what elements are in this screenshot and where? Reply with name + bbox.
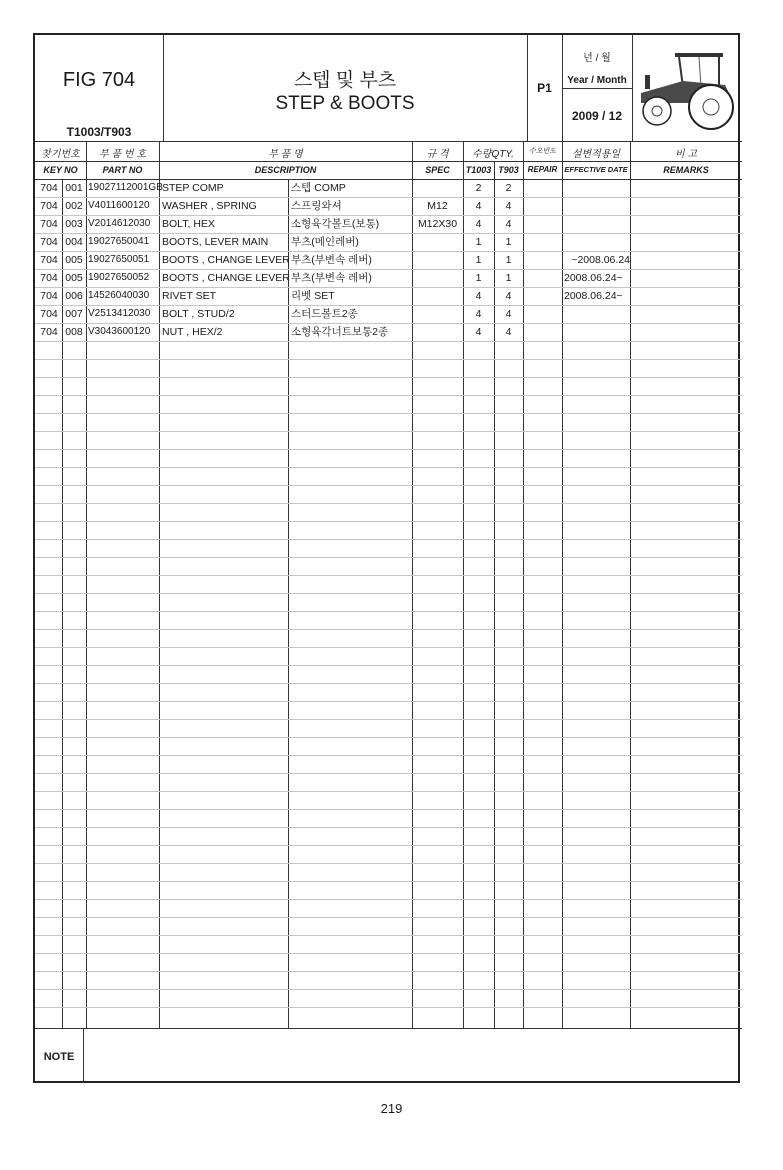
col-part-en: PART NO: [102, 165, 143, 175]
cell-key: 002: [65, 200, 83, 212]
cell-eff: 2008.06.24~: [564, 272, 623, 284]
year-month-label-kr: 년 / 월: [583, 53, 611, 64]
cell-key: 005: [65, 272, 83, 284]
cell-desc-kr: 소형육각너트보통2종: [291, 326, 389, 338]
cell-spec: M12: [427, 200, 448, 212]
cell-qa: 4: [475, 290, 482, 302]
cell-key: 001: [65, 182, 83, 194]
cell-qb: 4: [505, 308, 512, 320]
col-desc-en: DESCRIPTION: [254, 165, 317, 175]
cell-qb: 4: [505, 326, 512, 338]
cell-key: 005: [65, 254, 83, 266]
cell-part: 19027650052: [88, 272, 150, 283]
cell-desc: RIVET SET: [162, 290, 217, 302]
cell-part: 19027112001GB: [88, 182, 163, 193]
cell-key: 006: [65, 290, 83, 302]
cell-qb: 1: [505, 254, 512, 266]
title-english: STEP & BOOTS: [275, 93, 415, 114]
cell-desc: BOOTS , CHANGE LEVER: [162, 272, 290, 284]
col-repair-en: REPAIR: [527, 165, 558, 174]
cell-qa: 4: [475, 308, 482, 320]
col-qty-kr: 수량QTY.: [472, 149, 514, 160]
col-spec-kr: 규 격: [426, 149, 449, 160]
title-korean: 스텝 및 부츠: [293, 70, 397, 91]
cell-qb: 1: [505, 236, 512, 248]
cell-desc-kr: 리벳 SET: [291, 290, 335, 302]
col-eff-kr: 설변적용일: [571, 149, 621, 160]
figure-number: FIG 704: [62, 69, 136, 91]
cell-desc-kr: 부츠(부변속 레버): [291, 254, 372, 266]
cell-fig: 704: [40, 272, 58, 284]
cell-qb: 2: [505, 182, 512, 194]
cell-desc: WASHER , SPRING: [162, 200, 257, 212]
cell-desc-kr: 스프링와셔: [291, 200, 342, 212]
cell-key: 007: [65, 308, 83, 320]
cell-desc: STEP COMP: [162, 182, 224, 194]
col-qty-t1003: T1003: [465, 165, 492, 175]
cell-fig: 704: [40, 218, 58, 230]
col-key-kr: 찾기번호: [41, 149, 80, 160]
col-repair-kr: 수오빈도: [528, 148, 557, 155]
cell-fig: 704: [40, 308, 58, 320]
cell-qb: 4: [505, 290, 512, 302]
cell-qb: 4: [505, 200, 512, 212]
col-eff-en: EFFECTIVE DATE: [564, 165, 628, 174]
cell-qa: 1: [475, 236, 482, 248]
cell-part: V3043600120: [88, 326, 151, 337]
cell-qa: 4: [475, 218, 482, 230]
cell-desc-kr: 부츠(부변속 레버): [291, 272, 372, 284]
cell-spec: M12X30: [417, 218, 458, 230]
cell-qa: 4: [475, 326, 482, 338]
page-number: 219: [380, 1101, 403, 1116]
cell-fig: 704: [40, 326, 58, 338]
col-rem-en: REMARKS: [663, 165, 709, 175]
cell-key: 003: [65, 218, 83, 230]
cell-desc: BOLT , STUD/2: [162, 308, 235, 320]
cell-desc: BOLT, HEX: [162, 218, 215, 230]
cell-desc: BOOTS, LEVER MAIN: [162, 236, 269, 248]
cell-desc-kr: 스텝 COMP: [291, 182, 346, 194]
page-code: P1: [537, 81, 552, 95]
cell-fig: 704: [40, 290, 58, 302]
cell-part: 19027650041: [88, 236, 150, 247]
note-label: NOTE: [43, 1051, 75, 1063]
year-month-value: 2009 / 12: [571, 109, 623, 123]
col-key-en: KEY NO: [43, 165, 78, 175]
cell-fig: 704: [40, 236, 58, 248]
cell-qb: 4: [505, 218, 512, 230]
cell-part: V4011600120: [88, 200, 150, 211]
year-month-label-en: Year / Month: [567, 75, 627, 86]
cell-fig: 704: [40, 182, 58, 194]
cell-part: V2014612030: [88, 218, 151, 229]
cell-desc: NUT , HEX/2: [162, 326, 223, 338]
cell-desc-kr: 스터드볼트2종: [291, 308, 358, 320]
tractor-icon: [635, 45, 739, 135]
col-part-kr: 부 품 번 호: [99, 149, 146, 160]
cell-key: 008: [65, 326, 83, 338]
cell-part: 19027650051: [88, 254, 150, 265]
cell-qa: 2: [475, 182, 482, 194]
col-desc-kr: 부 품 명: [268, 149, 303, 160]
col-rem-kr: 비 고: [674, 149, 698, 160]
cell-desc-kr: 부츠(메인레버): [291, 236, 359, 248]
cell-part: 14526040030: [88, 290, 150, 301]
cell-qa: 1: [475, 272, 482, 284]
parts-sheet: [33, 33, 740, 1083]
cell-eff: 2008.06.24~: [564, 290, 623, 302]
cell-desc: BOOTS , CHANGE LEVER: [162, 254, 290, 266]
cell-key: 004: [65, 236, 83, 248]
col-spec-en: SPEC: [425, 165, 450, 175]
cell-qa: 1: [475, 254, 482, 266]
cell-qa: 4: [475, 200, 482, 212]
cell-fig: 704: [40, 254, 58, 266]
model-codes: T1003/T903: [66, 125, 132, 139]
cell-qb: 1: [505, 272, 512, 284]
cell-desc-kr: 소형육각볼트(보통): [291, 218, 380, 230]
col-qty-t903: T903: [498, 165, 519, 175]
cell-fig: 704: [40, 200, 58, 212]
cell-eff: ~2008.06.24: [571, 254, 630, 266]
cell-part: V2513412030: [88, 308, 151, 319]
